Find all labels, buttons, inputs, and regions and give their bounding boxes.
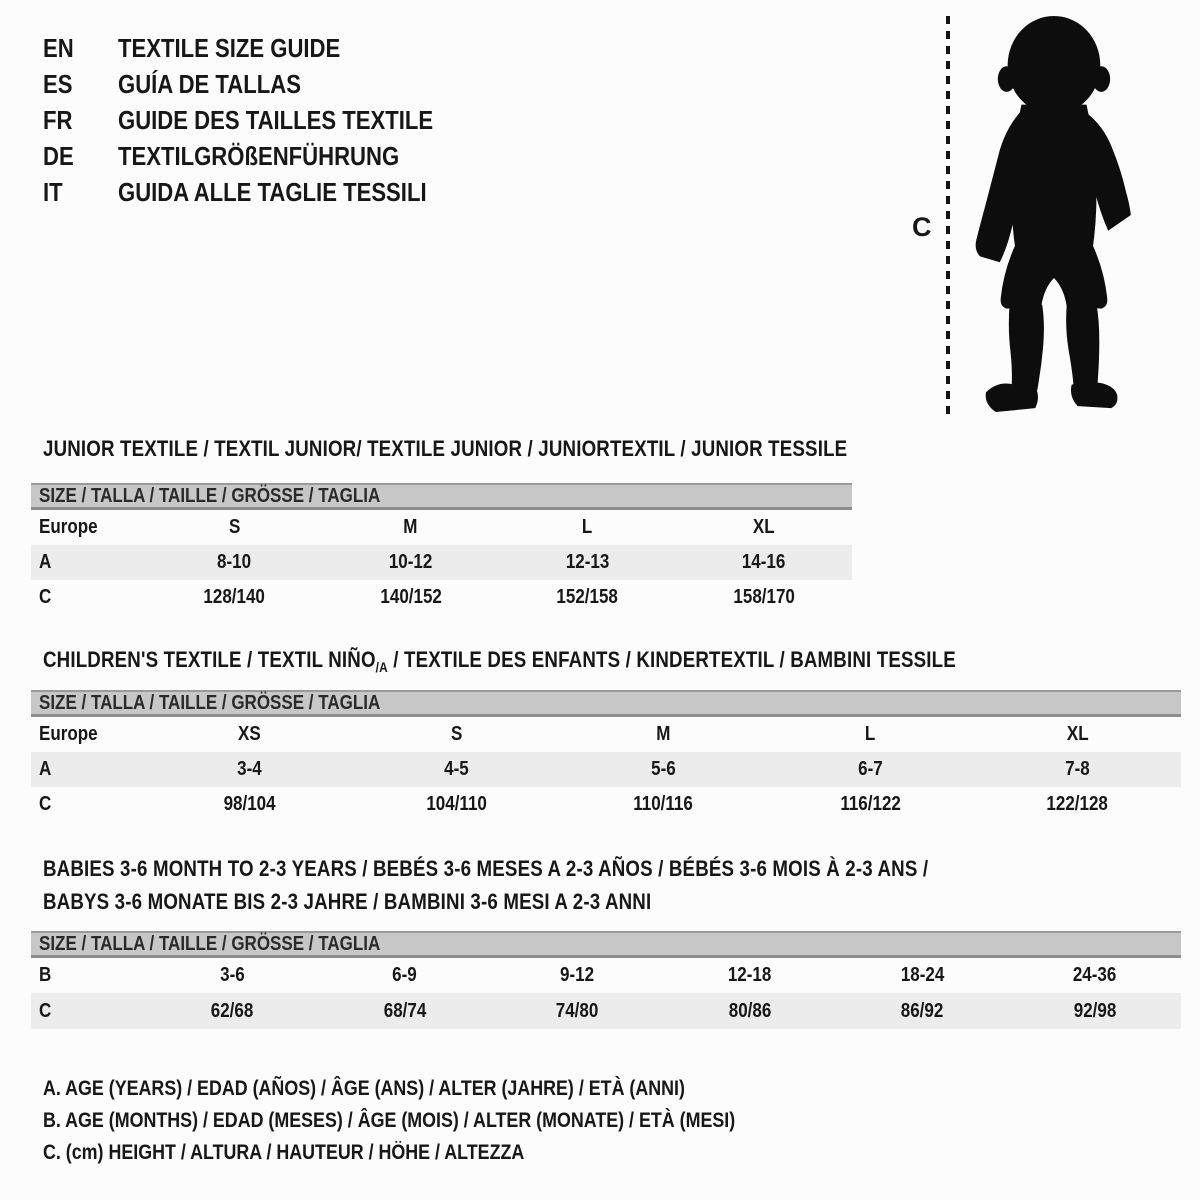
table-cell: 74/80: [555, 999, 599, 1022]
babies-size-table: [31, 931, 1181, 1029]
babies-heading-line2: BABYS 3-6 MONATE BIS 2-3 JAHRE / BAMBINI 3-6 MESI A 2-3 ANNI: [43, 889, 652, 914]
legend-line-c: C. (cm) HEIGHT / ALTURA / HAUTEUR / HÖHE / ALTEZZA: [43, 1141, 525, 1164]
language-title: GUIDA ALLE TAGLIE TESSILI: [118, 177, 427, 207]
table-cell: 86/92: [900, 999, 944, 1022]
children-heading-text: / TEXTILE DES ENFANTS / KINDERTEXTIL / BAMBINI TESSILE: [387, 647, 956, 672]
table-row-europe: [31, 717, 1181, 752]
table-cell: S: [228, 516, 240, 538]
table-cell: 110/116: [633, 793, 694, 815]
table-cell: 24-36: [1073, 964, 1117, 986]
toddler-silhouette-icon: [958, 12, 1146, 416]
table-cell: 14-16: [742, 551, 786, 573]
language-row-de: [43, 138, 489, 174]
table-cell: 104/110: [426, 793, 487, 815]
language-code: FR: [43, 105, 73, 135]
row-label: A: [39, 551, 52, 573]
table-cell: 10-12: [389, 551, 433, 573]
row-label: Europe: [39, 516, 98, 538]
row-label: B: [39, 964, 52, 986]
children-size-table: [31, 690, 1181, 822]
language-title: GUIDE DES TAILLES TEXTILE: [118, 105, 434, 135]
table-cell: M: [656, 723, 671, 745]
size-table-header: [31, 931, 1181, 958]
language-title: TEXTILE SIZE GUIDE: [118, 33, 341, 63]
babies-section-heading: [43, 852, 928, 918]
language-title: GUÍA DE TALLAS: [118, 69, 301, 99]
legend-line-b: B. AGE (MONTHS) / EDAD (MESES) / ÂGE (MOIS) / ALTER (MONATE) / ETÀ (MESI): [43, 1109, 736, 1132]
row-label: C: [39, 793, 52, 815]
table-cell: 8-10: [217, 551, 252, 573]
table-cell: L: [582, 516, 593, 538]
language-code: IT: [43, 177, 63, 207]
size-header-label: SIZE / TALLA / TAILLE / GRÖSSE / TAGLIA: [39, 691, 381, 714]
table-cell: 128/140: [203, 586, 265, 608]
junior-size-table: [31, 483, 852, 615]
table-row-europe: [31, 510, 852, 545]
table-cell: 158/170: [733, 586, 795, 608]
table-cell: XL: [1066, 723, 1089, 745]
table-cell: M: [403, 516, 418, 538]
height-measure-label: C: [912, 212, 932, 242]
row-label: C: [39, 586, 52, 608]
table-cell: 122/128: [1046, 793, 1109, 815]
table-cell: 98/104: [223, 793, 276, 815]
table-cell: 3-4: [237, 758, 262, 780]
table-cell: 6-7: [858, 758, 883, 780]
table-row-height: [31, 993, 1181, 1029]
table-cell: 116/122: [840, 793, 901, 815]
legend: [43, 1073, 857, 1169]
table-cell: 12-18: [728, 964, 772, 986]
table-cell: S: [450, 723, 463, 745]
children-heading-subscript: /A: [375, 659, 388, 675]
row-label: C: [39, 999, 52, 1022]
table-cell: 62/68: [210, 999, 254, 1022]
table-cell: 9-12: [560, 964, 595, 986]
table-cell: 80/86: [728, 999, 772, 1022]
height-dashed-line: [946, 16, 950, 414]
language-title: TEXTILGRÖßENFÜHRUNG: [118, 141, 400, 171]
table-cell: 68/74: [383, 999, 427, 1022]
babies-heading-line1: BABIES 3-6 MONTH TO 2-3 YEARS / BEBÉS 3-6 MESES A 2-3 AÑOS / BÉBÉS 3-6 MOIS À 2-3 ANS /: [43, 856, 929, 881]
size-table-header: [31, 690, 1181, 717]
table-cell: 92/98: [1073, 999, 1117, 1022]
children-heading-text: CHILDREN'S TEXTILE / TEXTIL NIÑO: [43, 647, 376, 672]
table-cell: XL: [752, 516, 775, 538]
table-cell: 12-13: [565, 551, 609, 573]
size-header-label: SIZE / TALLA / TAILLE / GRÖSSE / TAGLIA: [39, 932, 381, 955]
language-row-fr: [43, 102, 489, 138]
language-row-en: [43, 30, 489, 66]
language-code: DE: [43, 141, 74, 171]
language-code: EN: [43, 33, 74, 63]
table-cell: 4-5: [444, 758, 469, 780]
legend-line-a: A. AGE (YEARS) / EDAD (AÑOS) / ÂGE (ANS) / ALTER (JAHRE) / ETÀ (ANNI): [43, 1077, 685, 1100]
table-cell: 140/152: [380, 586, 442, 608]
size-header-label: SIZE / TALLA / TAILLE / GRÖSSE / TAGLIA: [39, 484, 381, 507]
language-row-it: [43, 174, 489, 210]
language-row-es: [43, 66, 489, 102]
junior-section-heading: JUNIOR TEXTILE / TEXTIL JUNIOR/ TEXTILE JUNIOR / JUNIORTEXTIL / JUNIOR TESSILE: [43, 436, 848, 461]
table-row-age-months: [31, 958, 1181, 993]
row-label: A: [39, 758, 52, 780]
table-row-height: [31, 580, 852, 615]
table-cell: XS: [238, 723, 261, 745]
table-cell: 152/158: [556, 586, 618, 608]
table-cell: 18-24: [900, 964, 944, 986]
table-cell: 5-6: [651, 758, 676, 780]
table-row-height: [31, 787, 1181, 822]
table-row-age: [31, 545, 852, 580]
table-cell: 7-8: [1065, 758, 1090, 780]
row-label: Europe: [39, 723, 98, 745]
children-section-heading: [43, 647, 956, 673]
table-cell: 6-9: [392, 964, 418, 986]
table-cell: 3-6: [219, 964, 245, 986]
size-table-header: [31, 483, 852, 510]
language-code: ES: [43, 69, 73, 99]
table-cell: L: [865, 723, 876, 745]
table-row-age: [31, 752, 1181, 787]
language-list: [43, 30, 489, 210]
